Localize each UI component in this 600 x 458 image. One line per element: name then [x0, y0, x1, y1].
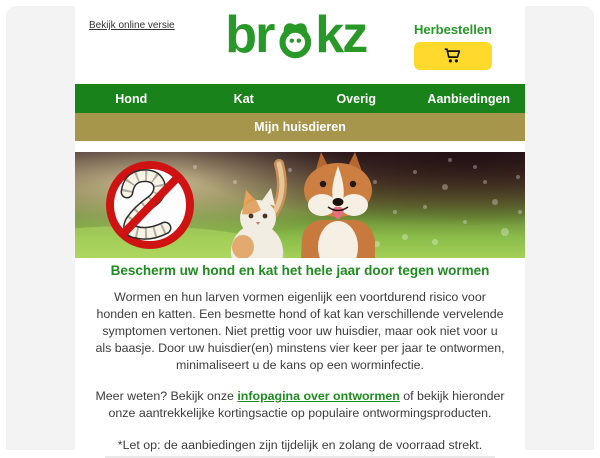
- cart-icon: [444, 48, 462, 64]
- nav-item-hond[interactable]: Hond: [75, 84, 188, 113]
- pet-face-e-icon: [273, 14, 317, 62]
- main-nav: [75, 84, 525, 113]
- paragraph-2-text-post: of bekijk hieronder onze aantrekkelijke kortingsactie op populaire ontwormingsproducten.: [109, 389, 505, 420]
- deworming-info-link[interactable]: infopagina over ontwormen: [237, 389, 399, 403]
- email-content: [75, 0, 525, 450]
- view-online-link[interactable]: Bekijk online versie: [89, 20, 175, 31]
- reorder-cart-button[interactable]: [414, 42, 492, 70]
- nav-item-kat[interactable]: Kat: [188, 84, 301, 113]
- logo-text-right: kz: [315, 9, 366, 61]
- email-header: [75, 0, 525, 84]
- article-heading: Bescherm uw hond en kat het hele jaar door tegen wormen: [75, 263, 525, 278]
- reorder-block: [409, 22, 497, 70]
- no-worms-icon: [110, 165, 190, 245]
- article-paragraph-1: Wormen en hun larven vormen eigenlijk een voortdurend risico voor honden en katten. Een besmette hond of kat kan verschillende vervelende symptomen vertonen. Niet prettig voor uw huisdier, maar ook niet voor u als baasje. Door uw huisdier(en) minstens vier keer per jaar te ontwormen, minimaliseert u de kans op een worminfectie.: [93, 289, 507, 374]
- reorder-label: Herbestellen: [409, 22, 497, 37]
- nav-item-overig[interactable]: Overig: [300, 84, 413, 113]
- paragraph-2-text-pre: Meer weten? Bekijk onze: [95, 389, 237, 403]
- nav-item-mijn-huisdieren[interactable]: Mijn huisdieren: [75, 113, 525, 141]
- brekz-logo[interactable]: [225, 8, 366, 62]
- stock-disclaimer-note: *Let op: de aanbiedingen zijn tijdelijk en zolang de voorraad strekt.: [93, 438, 507, 452]
- nav-item-aanbiedingen[interactable]: Aanbiedingen: [413, 84, 526, 113]
- logo-text-left: br: [225, 9, 273, 61]
- article-paragraph-2: [91, 388, 509, 422]
- hero-image: [75, 152, 525, 258]
